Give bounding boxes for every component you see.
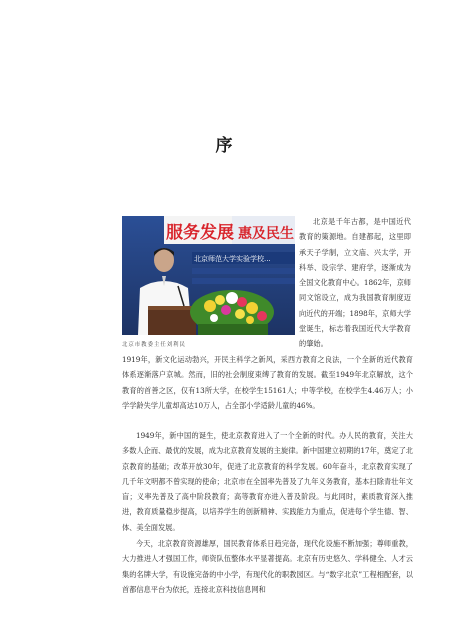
- podium: [148, 308, 196, 335]
- event-photo: [122, 216, 295, 335]
- paragraph-1949: 1949年，新中国的诞生，使北京教育进入了一个全新的时代。办人民的教育，关注大多数人企而、最优的发展，成为北京教育发展的主旋律。新中国建立初期的17年，奠定了北京教育的基础；改革开放30年，促进了北京教育的科学发展。60年奋斗，北京教育实现了几千年文明都不曾实现的使命；北京市在全国率先普及了九年义务教育，基本扫除青壮年文盲；义率先普及了高中阶段教育；高等教育亦进入普及阶段。与此同时，素质教育深入推进，教育质量稳步提高，以培养学生的创新精神、实践能力为重点，促进每个学生德、智、体、美全面发展。: [122, 431, 413, 532]
- paragraph-intro-continued: 1919年，新文化运动勃兴，开民主科学之新风，采西方教育之良法，一个全新的近代教育体系逐渐落户京城。然而，旧的社会制度束缚了教育的发展。截至1949年北京解放，这个教育的首善之区，仅有13所大学，在校学生15161人；中等学校，在校学生4.46万人；小学学龄失学儿童却高达10万人，占全部小学适龄儿童的46%。: [122, 355, 413, 410]
- photo-caption: 北京市教委主任刘利民: [122, 342, 186, 348]
- paragraph-today: 今天，北京教育资源雄厚，国民教育体系日趋完备，现代化设施不断加强；尊师重教，大力推进人才强国工作，师资队伍整体水平显著提高。北京有历史悠久、学科健全、人才云集的名牌大学，有设施完备的中小学，有现代化的职教园区。与“数字北京”工程相配套，以首都信息平台为依托，连接北京科技信息网和: [122, 539, 413, 594]
- flower-arrangement: [190, 290, 274, 335]
- banner-text-right: 惠及民生: [238, 226, 294, 242]
- banner-text-left: 服务发展: [166, 223, 234, 243]
- paragraph-intro: 北京是千年古都，是中国近代教育的策源地。自建都起，这里即承天子学制，立文庙、兴太学，开科举、设宗学、建府学，逐渐成为全国文化教育中心。1862年，京师同文馆设立，成为我国教育制度迈向近代的开端；1898年，京师大学堂诞生，标志着我国近代大学教育的肇始。: [299, 217, 411, 349]
- page-title: 序: [215, 136, 235, 156]
- banner-subtitle: 北京师范大学实验学校...: [194, 255, 271, 263]
